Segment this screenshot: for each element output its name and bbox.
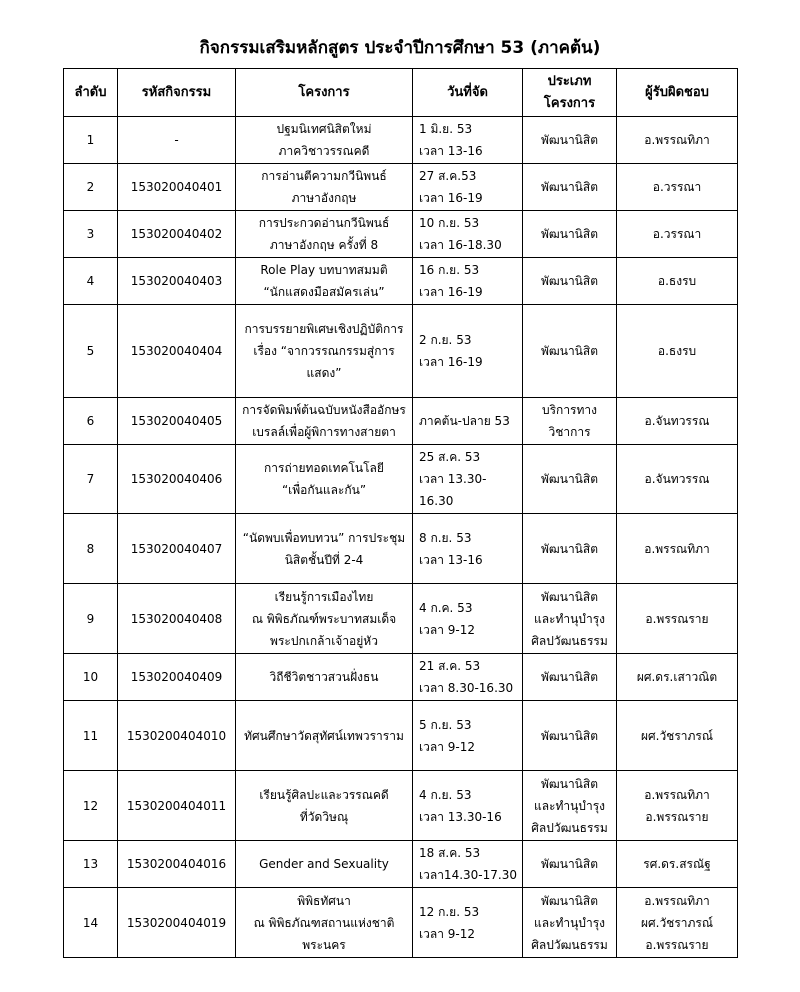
cell-project-line: เบรลล์เพื่อผู้พิการทางสายตา xyxy=(252,425,396,439)
cell-project-line: การจัดพิมพ์ต้นฉบับหนังสืออักษร xyxy=(242,403,406,417)
cell-owner xyxy=(617,398,738,445)
cell-date xyxy=(413,305,523,398)
cell-no: 9 xyxy=(64,584,118,654)
cell-owner xyxy=(617,211,738,258)
cell-project-line: นิสิตชั้นปีที่ 2-4 xyxy=(284,552,364,567)
cell-type-line: ศิลปวัฒนธรรม xyxy=(531,820,608,835)
cell-type-line: ศิลปวัฒนธรรม xyxy=(531,937,608,952)
header-type xyxy=(523,69,617,117)
cell-owner-line: อ.ธงรบ xyxy=(657,274,697,288)
table-row xyxy=(64,117,738,164)
cell-project xyxy=(236,398,413,445)
cell-no: 2 xyxy=(64,164,118,211)
cell-date xyxy=(413,445,523,514)
table-row xyxy=(64,584,738,654)
cell-no: 14 xyxy=(64,888,118,958)
cell-date xyxy=(413,211,523,258)
cell-type-line: ศิลปวัฒนธรรม xyxy=(531,633,608,648)
cell-no: 7 xyxy=(64,445,118,514)
cell-owner xyxy=(617,117,738,164)
page-title: กิจกรรมเสริมหลักสูตร ประจำปีการศึกษา 53 (ภาคต้น) xyxy=(199,38,601,58)
table-row xyxy=(64,164,738,211)
cell-project-line: ปฐมนิเทศนิสิตใหม่ xyxy=(276,122,372,136)
cell-date xyxy=(413,117,523,164)
cell-project-line: เรื่อง “จากวรรณกรรมสู่การแสดง” xyxy=(253,344,395,380)
header-no: ลำดับ xyxy=(64,69,118,117)
cell-owner xyxy=(617,701,738,771)
cell-project-line: ภาษาอังกฤษ xyxy=(291,191,357,205)
cell-project-line: Role Play บทบาทสมมติ xyxy=(260,263,388,277)
cell-owner-line: อ.พรรณทิภา xyxy=(644,133,710,147)
cell-project-line: พระนคร xyxy=(302,937,346,952)
cell-type-line: พัฒนานิสิต xyxy=(540,857,598,871)
header-project: โครงการ xyxy=(236,69,413,117)
cell-owner-line: อ.พรรณราย xyxy=(645,611,709,626)
cell-owner-line: อ.พรรณราย xyxy=(645,937,709,952)
cell-no: 10 xyxy=(64,654,118,701)
cell-project-line: พิพิธทัศนา xyxy=(297,893,351,908)
cell-date-line: 1 มิ.ย. 53 xyxy=(419,122,473,136)
header-date: วันที่จัด xyxy=(413,69,523,117)
cell-no: 1 xyxy=(64,117,118,164)
cell-owner-line: อ.วรรณา xyxy=(652,180,702,194)
header-code: รหัสกิจกรรม xyxy=(118,69,236,117)
cell-type-line: พัฒนานิสิต xyxy=(540,776,598,791)
cell-project xyxy=(236,514,413,584)
cell-code: 153020040403 xyxy=(118,258,236,305)
cell-code: 153020040406 xyxy=(118,445,236,514)
cell-owner xyxy=(617,841,738,888)
cell-owner xyxy=(617,888,738,958)
cell-code: 153020040408 xyxy=(118,584,236,654)
cell-type xyxy=(523,445,617,514)
cell-code: 1530200404016 xyxy=(118,841,236,888)
cell-date xyxy=(413,584,523,654)
cell-project-line: การประกวดอ่านกวีนิพนธ์ xyxy=(258,216,390,230)
table-row xyxy=(64,445,738,514)
cell-date-line: เวลา 13-16 xyxy=(419,144,483,158)
table-row xyxy=(64,398,738,445)
cell-project-line: การอ่านตีความกวีนิพนธ์ xyxy=(261,169,387,183)
cell-owner xyxy=(617,654,738,701)
cell-owner-line: อ.พรรณทิภา xyxy=(644,787,710,802)
cell-project-line: “นัดพบเพื่อทบทวน” การประชุม xyxy=(242,530,406,545)
cell-owner xyxy=(617,445,738,514)
cell-type xyxy=(523,164,617,211)
cell-type-line: วิชาการ xyxy=(548,425,591,439)
cell-type-line: พัฒนานิสิต xyxy=(540,274,598,288)
cell-type xyxy=(523,841,617,888)
cell-type xyxy=(523,305,617,398)
cell-date xyxy=(413,258,523,305)
cell-no: 12 xyxy=(64,771,118,841)
cell-date-line: เวลา 9-12 xyxy=(419,739,475,754)
cell-date-line: เวลา 16-19 xyxy=(419,355,483,369)
cell-code: 153020040404 xyxy=(118,305,236,398)
cell-owner-line: อ.ธงรบ xyxy=(657,344,697,358)
cell-project-line: การถ่ายทอดเทคโนโลยี xyxy=(264,461,384,475)
cell-project-line: “นักแสดงมือสมัครเล่น” xyxy=(263,285,385,299)
cell-date-line: เวลา 9-12 xyxy=(419,926,475,941)
cell-code: 153020040409 xyxy=(118,654,236,701)
cell-type-line: พัฒนานิสิต xyxy=(540,670,598,684)
cell-code: 1530200404019 xyxy=(118,888,236,958)
cell-type xyxy=(523,771,617,841)
cell-type-line: พัฒนานิสิต xyxy=(540,893,598,908)
cell-type-line: พัฒนานิสิต xyxy=(540,133,598,147)
cell-project xyxy=(236,888,413,958)
cell-owner-line: อ.วรรณา xyxy=(652,227,702,241)
cell-no: 5 xyxy=(64,305,118,398)
cell-type xyxy=(523,584,617,654)
table-row xyxy=(64,841,738,888)
cell-project xyxy=(236,654,413,701)
cell-owner-line: ผศ.วัชราภรณ์ xyxy=(640,915,714,930)
cell-type-line: บริการทาง xyxy=(541,403,598,417)
cell-owner xyxy=(617,771,738,841)
activities-table xyxy=(63,68,738,958)
cell-owner-line: อ.จันทวรรณ xyxy=(644,472,710,486)
cell-project xyxy=(236,117,413,164)
cell-project-line: Gender and Sexuality xyxy=(259,857,389,871)
cell-no: 4 xyxy=(64,258,118,305)
cell-code: - xyxy=(118,117,236,164)
cell-code: 153020040401 xyxy=(118,164,236,211)
cell-date-line: เวลา 8.30-16.30 xyxy=(419,681,514,695)
cell-code: 153020040402 xyxy=(118,211,236,258)
cell-type xyxy=(523,117,617,164)
cell-owner-line: อ.จันทวรรณ xyxy=(644,414,710,428)
cell-project xyxy=(236,445,413,514)
cell-no: 8 xyxy=(64,514,118,584)
cell-owner xyxy=(617,305,738,398)
cell-project-line: เรียนรู้การเมืองไทย xyxy=(274,589,374,604)
cell-no: 11 xyxy=(64,701,118,771)
cell-date-line: 5 ก.ย. 53 xyxy=(419,717,472,732)
cell-owner-line: อ.พรรณทิภา xyxy=(644,893,710,908)
table-row xyxy=(64,211,738,258)
cell-date-line: 16 ก.ย. 53 xyxy=(419,263,480,277)
cell-type-line: และทำนุบำรุง xyxy=(533,915,606,930)
cell-owner-line: อ.พรรณราย xyxy=(645,809,709,824)
cell-type-line: พัฒนานิสิต xyxy=(540,472,598,486)
cell-project xyxy=(236,211,413,258)
cell-type-line: และทำนุบำรุง xyxy=(533,611,606,626)
cell-no: 3 xyxy=(64,211,118,258)
cell-owner-line: รศ.ดร.สรณัฐ xyxy=(643,857,711,871)
cell-type-line: พัฒนานิสิต xyxy=(540,589,598,604)
cell-type-line: พัฒนานิสิต xyxy=(540,344,598,358)
table-row xyxy=(64,654,738,701)
cell-date-line: เวลา14.30-17.30 xyxy=(419,868,517,882)
header-type-line1: ประเภท xyxy=(547,73,592,89)
cell-type-line: พัฒนานิสิต xyxy=(540,541,598,556)
cell-date-line: ภาคต้น-ปลาย 53 xyxy=(419,414,510,428)
cell-project-line: “เพื่อกันและกัน” xyxy=(281,483,367,497)
cell-project xyxy=(236,258,413,305)
cell-code: 153020040407 xyxy=(118,514,236,584)
header-owner: ผู้รับผิดชอบ xyxy=(617,69,738,117)
cell-project xyxy=(236,305,413,398)
cell-owner-line: ผศ.ดร.เสาวณิต xyxy=(636,670,718,684)
cell-type xyxy=(523,211,617,258)
cell-date-line: เวลา 13.30-16 xyxy=(419,809,502,824)
cell-date-line: 27 ส.ค.53 xyxy=(419,169,477,183)
cell-owner xyxy=(617,584,738,654)
cell-project-line: เรียนรู้ศิลปะและวรรณคดี xyxy=(259,787,389,802)
cell-type xyxy=(523,514,617,584)
cell-project-line: วิถีชีวิตชาวสวนฝั่งธน xyxy=(269,670,379,684)
table-body xyxy=(64,117,738,958)
cell-project xyxy=(236,701,413,771)
cell-owner-line: อ.พรรณทิภา xyxy=(644,541,710,556)
table-row xyxy=(64,771,738,841)
cell-type xyxy=(523,398,617,445)
cell-date-line: เวลา 16-19 xyxy=(419,285,483,299)
cell-owner-line: ผศ.วัชราภรณ์ xyxy=(640,728,714,743)
cell-date xyxy=(413,841,523,888)
cell-date xyxy=(413,654,523,701)
cell-project-line: ภาษาอังกฤษ ครั้งที่ 8 xyxy=(269,238,379,252)
cell-type xyxy=(523,654,617,701)
cell-date-line: เวลา 13-16 xyxy=(419,552,483,567)
cell-date xyxy=(413,701,523,771)
table-row xyxy=(64,888,738,958)
cell-project-line: การบรรยายพิเศษเชิงปฏิบัติการ xyxy=(244,322,404,336)
cell-date-line: เวลา 16-19 xyxy=(419,191,483,205)
cell-no: 13 xyxy=(64,841,118,888)
cell-owner xyxy=(617,164,738,211)
cell-no: 6 xyxy=(64,398,118,445)
cell-project-line: ภาควิชาวรรณคดี xyxy=(278,144,370,158)
table-row xyxy=(64,305,738,398)
cell-type-line: และทำนุบำรุง xyxy=(533,798,606,813)
cell-owner xyxy=(617,514,738,584)
cell-code: 153020040405 xyxy=(118,398,236,445)
cell-type-line: พัฒนานิสิต xyxy=(540,180,598,194)
cell-project-line: ณ พิพิธภัณฑ์พระบาทสมเด็จ xyxy=(251,611,397,626)
cell-code: 1530200404010 xyxy=(118,701,236,771)
cell-date-line: 10 ก.ย. 53 xyxy=(419,216,480,230)
cell-date-line: 2 ก.ย. 53 xyxy=(419,333,472,347)
table-header-row xyxy=(64,69,738,117)
cell-type xyxy=(523,258,617,305)
cell-date xyxy=(413,164,523,211)
cell-date-line: 4 ก.ค. 53 xyxy=(419,600,473,615)
cell-project xyxy=(236,164,413,211)
cell-date-line: เวลา 9-12 xyxy=(419,622,475,637)
cell-date-line: 8 ก.ย. 53 xyxy=(419,530,472,545)
cell-owner xyxy=(617,258,738,305)
cell-date-line: 4 ก.ย. 53 xyxy=(419,787,472,802)
cell-code: 1530200404011 xyxy=(118,771,236,841)
cell-type xyxy=(523,888,617,958)
cell-project xyxy=(236,771,413,841)
cell-date xyxy=(413,398,523,445)
cell-project-line: ทัศนศึกษาวัดสุทัศน์เทพวราราม xyxy=(244,728,404,743)
cell-date-line: เวลา 16-18.30 xyxy=(419,238,502,252)
cell-project-line: ที่วัดวิษณุ xyxy=(299,809,349,824)
cell-date-line: เวลา 13.30-16.30 xyxy=(419,472,487,508)
header-type-line2: โครงการ xyxy=(543,95,596,111)
cell-date-line: 18 ส.ค. 53 xyxy=(419,846,481,860)
cell-date xyxy=(413,888,523,958)
cell-project-line: พระปกเกล้าเจ้าอยู่หัว xyxy=(270,633,378,648)
cell-date-line: 12 ก.ย. 53 xyxy=(419,904,480,919)
cell-project xyxy=(236,841,413,888)
cell-date xyxy=(413,771,523,841)
table-row xyxy=(64,258,738,305)
cell-date-line: 25 ส.ค. 53 xyxy=(419,450,481,464)
cell-date-line: 21 ส.ค. 53 xyxy=(419,659,481,673)
cell-type xyxy=(523,701,617,771)
cell-project-line: ณ พิพิธภัณฑสถานแห่งชาติ xyxy=(253,915,395,930)
cell-project xyxy=(236,584,413,654)
table-row xyxy=(64,701,738,771)
cell-date xyxy=(413,514,523,584)
cell-type-line: พัฒนานิสิต xyxy=(540,728,598,743)
table-row xyxy=(64,514,738,584)
cell-type-line: พัฒนานิสิต xyxy=(540,227,598,241)
